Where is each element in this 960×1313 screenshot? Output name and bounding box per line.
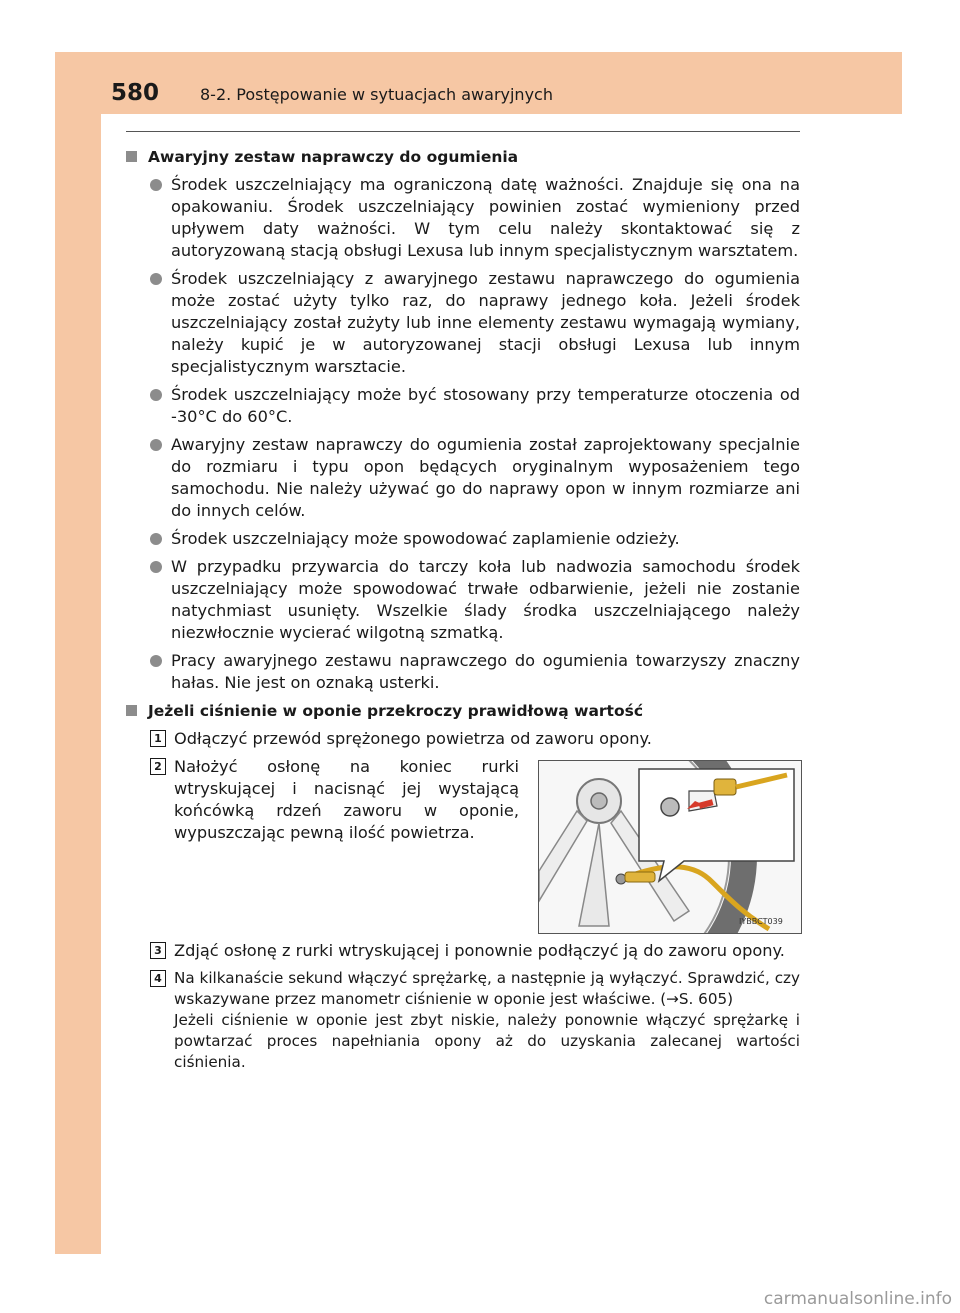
step-2 [126, 756, 800, 934]
list-item [126, 384, 800, 428]
chapter-title: 8-2. Postępowanie w sytuacjach awaryjnych [200, 85, 553, 104]
circle-bullet-icon [150, 389, 162, 401]
section-heading-text: Awaryjny zestaw naprawczy do ogumienia [148, 148, 519, 166]
list-item [126, 650, 800, 694]
circle-bullet-icon [150, 655, 162, 667]
step-number-badge: 2 [150, 758, 166, 775]
list-item [126, 556, 800, 644]
square-bullet-icon [126, 705, 137, 716]
circle-bullet-icon [150, 439, 162, 451]
circle-bullet-icon [150, 179, 162, 191]
list-item [126, 434, 800, 522]
list-item-text: W przypadku przywarcia do tarczy koła lub nadwozia samochodu środek uszczelniający może spowodować trwałe odbarwienie, jeżeli nie zostanie natychmiast usunięty. Wszelkie ślady środka uszczelniającego należy niezwłocznie wycierać wilgotną szmatką. [171, 557, 800, 642]
section-heading-repair-kit [126, 146, 800, 168]
section-heading-pressure [126, 700, 800, 722]
step-1 [126, 728, 800, 750]
step-text: Odłączyć przewód sprężonego powietrza od zaworu opony. [174, 729, 652, 748]
page-content [126, 146, 800, 1079]
watermark: carmanualsonline.info [763, 1289, 952, 1309]
step-3 [126, 940, 800, 962]
circle-bullet-icon [150, 273, 162, 285]
step-text: Nałożyć osłonę na koniec rurki wtryskującej i nacisnąć jej wystającą końcówką rdzeń zaworu w oponie, wypuszczając pewną ilość powietrza. [174, 757, 519, 842]
step-number-badge: 3 [150, 942, 166, 959]
list-item-text: Środek uszczelniający może być stosowany przy temperaturze otoczenia od -30°C do 60°C. [171, 385, 800, 426]
step-number-badge: 1 [150, 730, 166, 747]
section-heading-text: Jeżeli ciśnienie w oponie przekroczy prawidłową wartość [148, 702, 644, 720]
side-tab-bar [55, 52, 101, 1254]
square-bullet-icon [126, 151, 137, 162]
list-item [126, 528, 800, 550]
list-item-text: Środek uszczelniający może spowodować zaplamienie odzieży. [171, 529, 680, 548]
step-text: Zdjąć osłonę z rurki wtryskującej i ponownie podłączyć ją do zaworu opony. [174, 941, 785, 960]
list-item [126, 174, 800, 262]
header-band [55, 52, 902, 114]
list-item-text: Środek uszczelniający z awaryjnego zestawu naprawczego do ogumienia może zostać użyty tylko raz, do naprawy jednego koła. Jeżeli środek uszczelniający został zużyty lub inne elementy zestawu wymagają wymiany, należy kupić je w autoryzowanej stacji obsługi Lexusa lub innym specjalistycznym warsztacie. [171, 269, 800, 376]
list-item-text: Pracy awaryjnego zestawu naprawczego do ogumienia towarzyszy znaczny hałas. Nie jest on oznaką usterki. [171, 651, 800, 692]
step-text: Na kilkanaście sekund włączyć sprężarkę, a następnie ją wyłączyć. Sprawdzić, czy wskazywane przez manometr ciśnienie w oponie jest właściwe. (→S. 605) [174, 969, 800, 1008]
page-number: 580 [111, 80, 160, 106]
list-item-text: Awaryjny zestaw naprawczy do ogumienia został zaprojektowany specjalnie do rozmiaru i typu opon będących oryginalnym wyposażeniem tego samochodu. Nie należy używać go do naprawy opon w innym rozmiarze ani do innych celów. [171, 435, 800, 520]
step-4 [126, 968, 800, 1073]
header-divider [126, 131, 800, 132]
step-note: Jeżeli ciśnienie w oponie jest zbyt niskie, należy ponownie włączyć sprężarkę i powtarzać proces napełniania opony aż do uzyskania zalecanej wartości ciśnienia. [174, 1011, 800, 1071]
step-number-badge: 4 [150, 970, 166, 987]
circle-bullet-icon [150, 561, 162, 573]
tire-valve-illustration [538, 760, 802, 934]
illustration-code: IYBBCT039 [739, 917, 783, 926]
list-item [126, 268, 800, 378]
list-item-text: Środek uszczelniający ma ograniczoną datę ważności. Znajduje się ona na opakowaniu. Środek uszczelniający powinien zostać wymieniony przed upływem daty ważności. W tym celu należy skontaktować się z autoryzowaną stacją obsługi Lexusa lub innym specjalistycznym warsztatem. [171, 175, 800, 260]
step-2-row [174, 756, 800, 934]
bullet-list [126, 174, 800, 694]
circle-bullet-icon [150, 533, 162, 545]
